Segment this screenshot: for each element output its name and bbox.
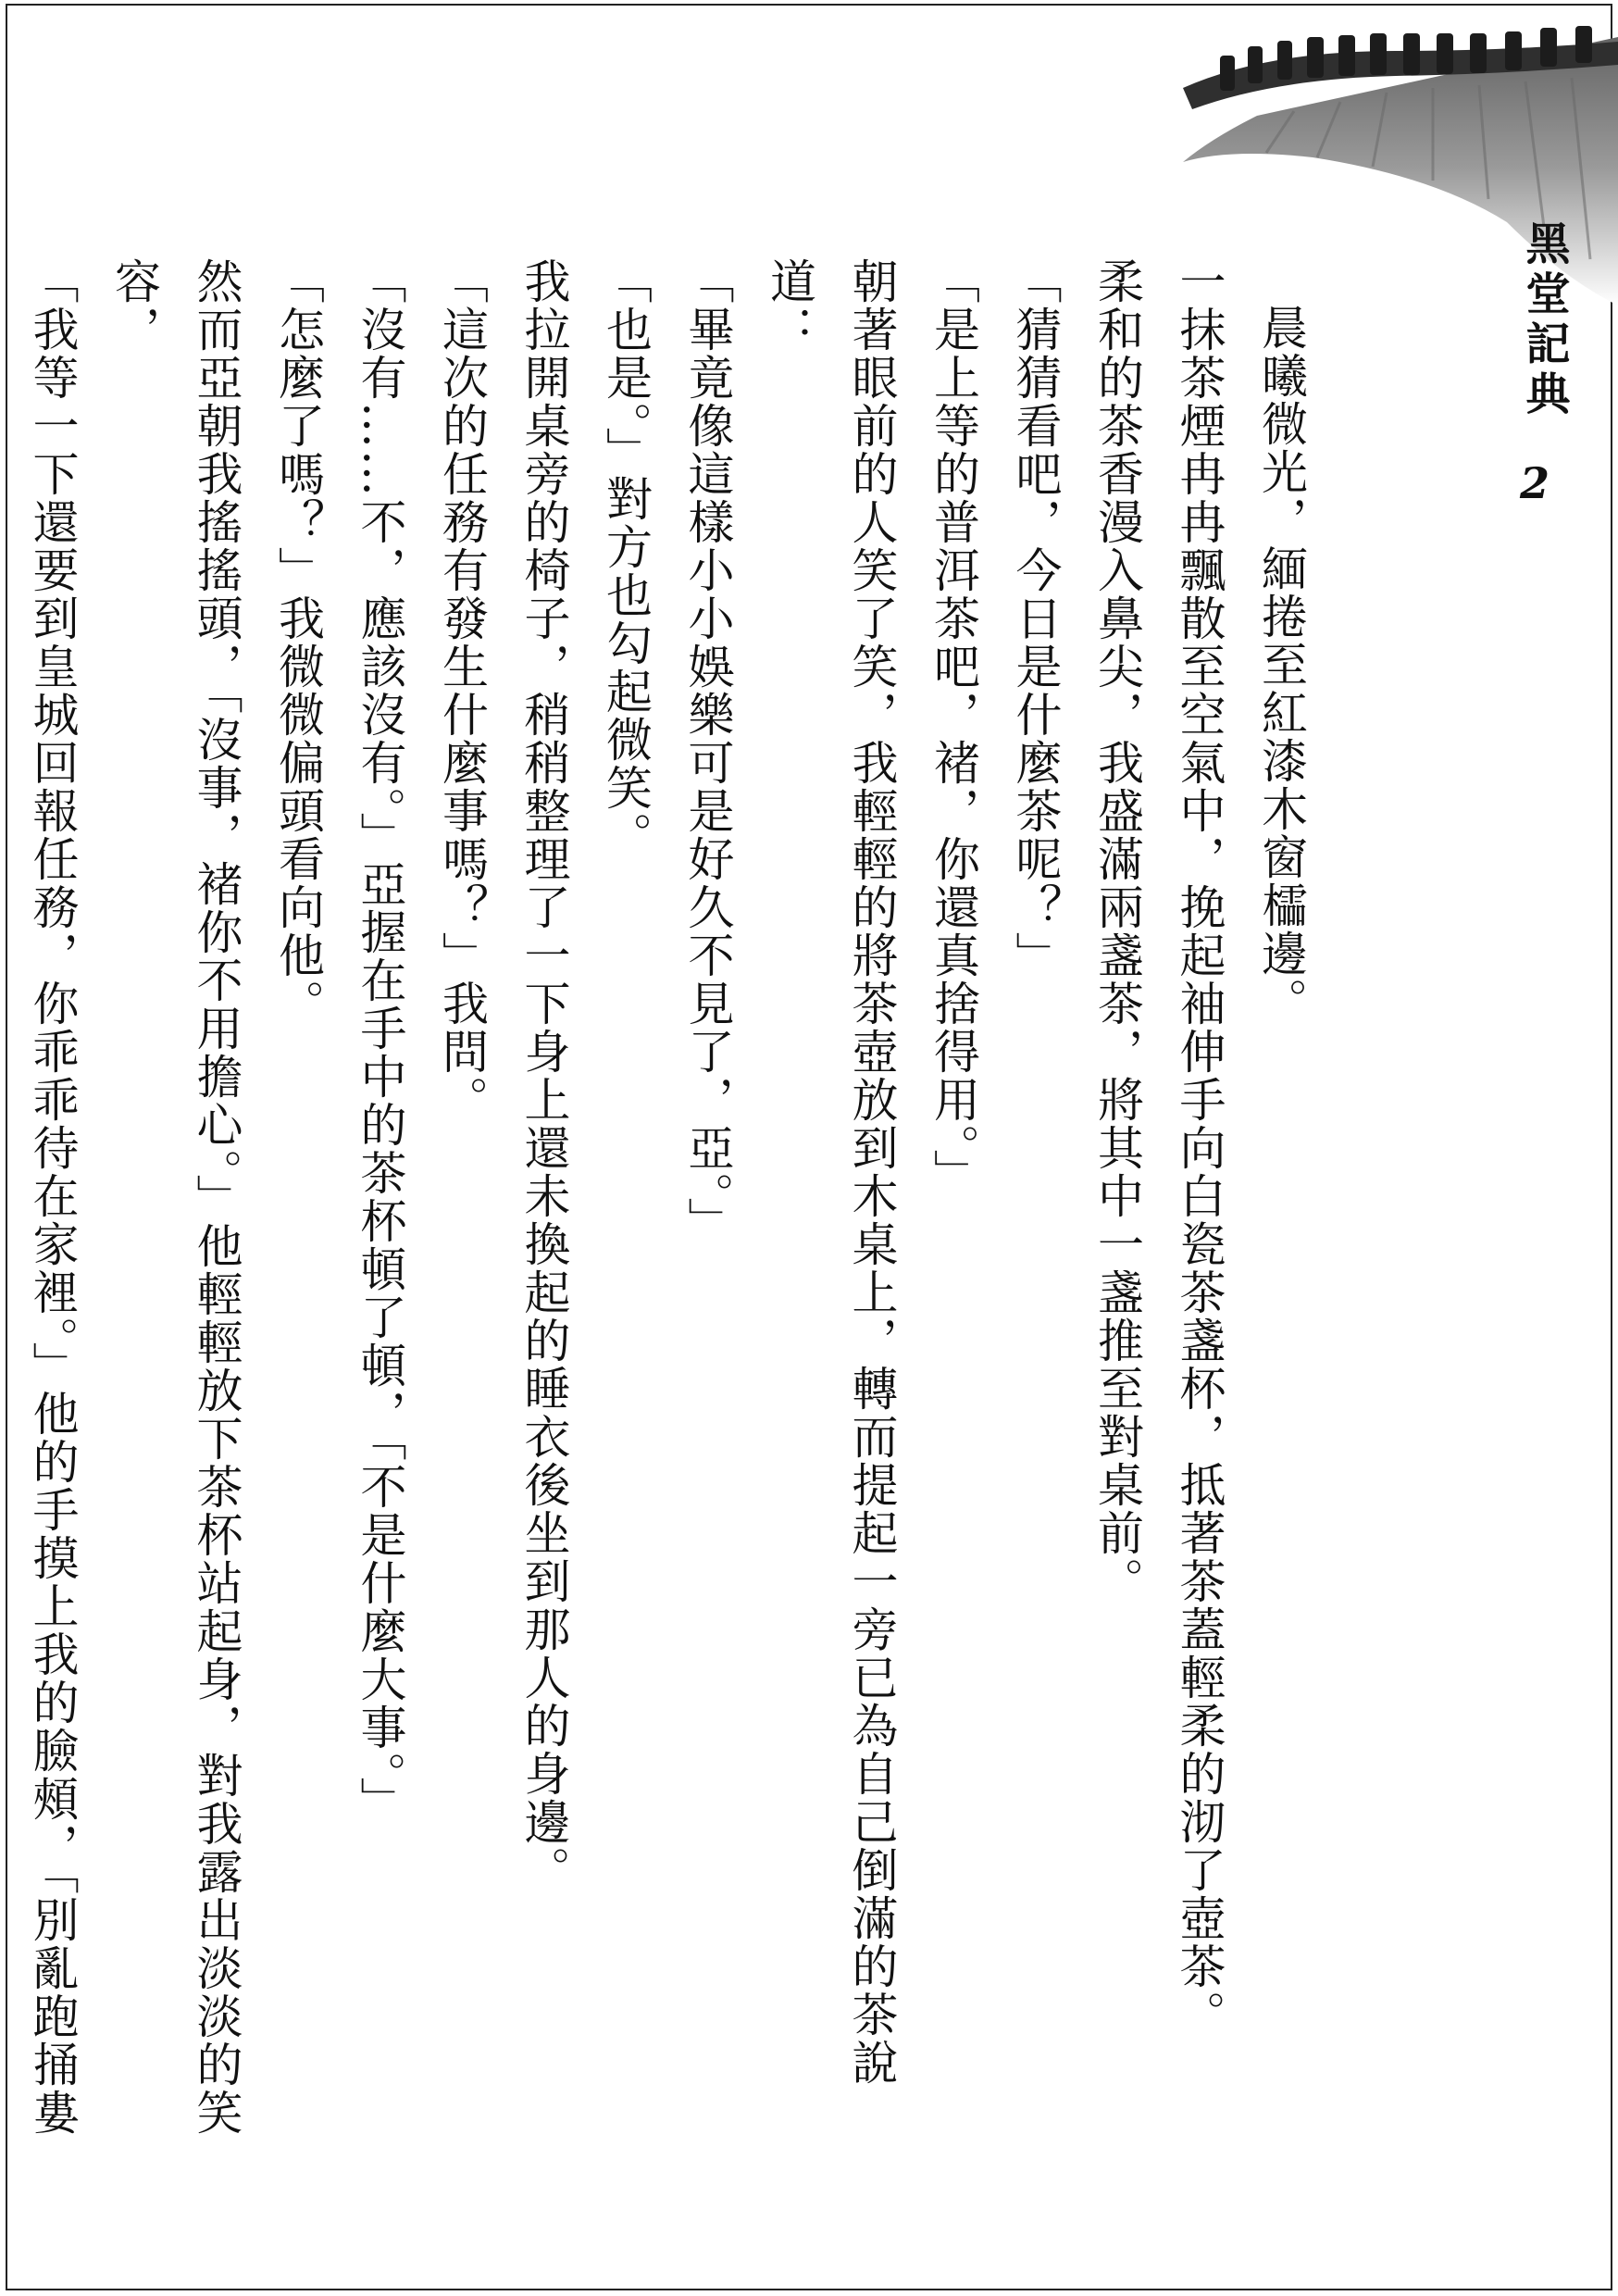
paragraph: 朝著眼前的人笑了笑，我輕輕的將茶壺放到木桌上，轉而提起一旁已為自己倒滿的茶說道： bbox=[763, 257, 899, 2087]
paragraph: 「這次的任務有發生什麼事嗎？」我問。 bbox=[435, 257, 489, 1124]
paragraph: 我拉開桌旁的椅子，稍稍整理了一下身上還未換起的睡衣後坐到那人的身邊。 bbox=[517, 257, 571, 1894]
paragraph: 「畢竟像這樣小小娛樂可是好久不見了，亞。」 bbox=[680, 257, 735, 1245]
page-number: 2 bbox=[1519, 458, 1550, 508]
book-title: 黑堂記典 bbox=[1518, 220, 1570, 420]
paragraph: 「猜猜看吧，今日是什麼茶呢？」 bbox=[1008, 257, 1063, 980]
paragraph: 一抹茶煙冉冉飄散至空氣中，挽起袖伸手向白瓷茶盞杯，抵著茶蓋輕柔的沏了壺茶。 bbox=[1172, 257, 1226, 2039]
paragraph: 「也是。」對方也勾起微笑。 bbox=[599, 257, 653, 860]
paragraph: 「我等一下還要到皇城回報任務，你乖乖待在家裡。」他的手摸上我的臉頰，「別亂跑捅婁 bbox=[25, 257, 80, 2137]
paragraph: 然而亞朝我搖搖頭，「沒事，褚你不用擔心。」他輕輕放下茶杯站起身，對我露出淡淡的笑容， bbox=[107, 257, 243, 2137]
paragraph: 「怎麼了嗎？」我微微偏頭看向他。 bbox=[271, 257, 325, 1028]
paragraph: 「是上等的普洱茶吧，褚，你還真捨得用。」 bbox=[927, 257, 980, 1197]
story-body bbox=[25, 257, 1322, 2165]
paragraph: 柔和的茶香漫入鼻尖，我盛滿兩盞茶，將其中一盞推至對桌前。 bbox=[1090, 257, 1144, 1605]
paragraph: 「沒有……不，應該沒有。」亞握在手中的茶杯頓了頓，「不是什麼大事。」 bbox=[353, 257, 407, 1825]
paragraph: 晨曦微光，緬捲至紅漆木窗櫺邊。 bbox=[1254, 304, 1308, 1026]
